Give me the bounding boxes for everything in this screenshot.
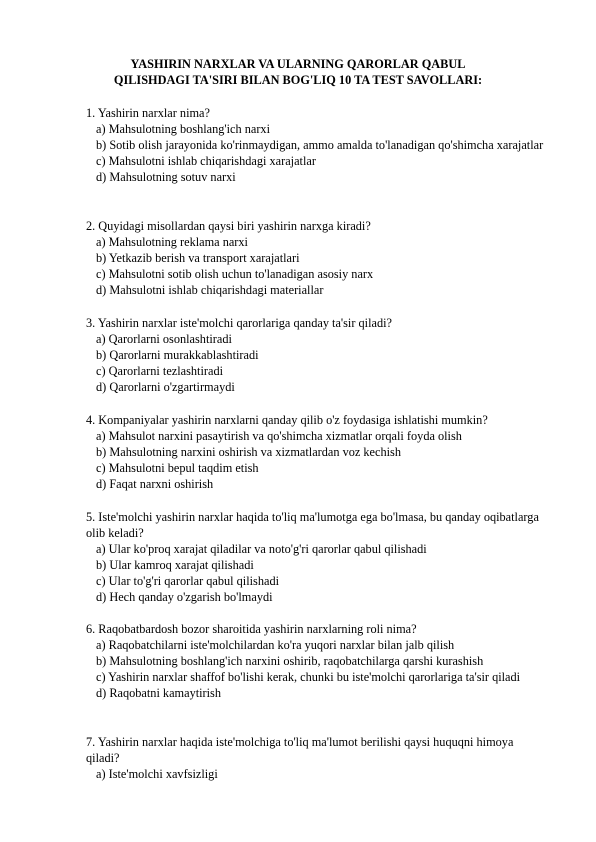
question-5	[86, 509, 546, 605]
answer-option: b) Sotib olish jarayonida ko'rinmaydigan, ammo amalda to'lanadigan qo'shimcha xarajatlar	[96, 138, 544, 152]
answer-option: a) Mahsulotning boshlang'ich narxi	[96, 122, 270, 136]
question-stem: 4. Kompaniyalar yashirin narxlarni qanday qilib o'z foydasiga ishlatishi mumkin?	[86, 413, 488, 427]
answer-option: b) Mahsulotning narxini oshirish va xizmatlardan voz kechish	[96, 445, 401, 459]
title-line-1: YASHIRIN NARXLAR VA ULARNING QARORLAR QABUL	[130, 57, 466, 71]
answer-option: a) Ular ko'proq xarajat qiladilar va noto'g'ri qarorlar qabul qilishadi	[96, 542, 427, 556]
question-stem: 2. Quyidagi misollardan qaysi biri yashirin narxga kiradi?	[86, 219, 371, 233]
question-stem: 1. Yashirin narxlar nima?	[86, 106, 210, 120]
answer-option: c) Ular to'g'ri qarorlar qabul qilishadi	[96, 574, 280, 588]
answer-option: b) Ular kamroq xarajat qilishadi	[96, 558, 254, 572]
question-stem: 6. Raqobatbardosh bozor sharoitida yashirin narxlarning roli nima?	[86, 622, 417, 636]
answer-option: c) Mahsulotni sotib olish uchun to'lanadigan asosiy narx	[96, 267, 374, 281]
answer-option: b) Mahsulotning boshlang'ich narxini oshirib, raqobatchilarga qarshi kurashish	[96, 654, 484, 668]
answer-option: a) Iste'molchi xavfsizligi	[96, 767, 218, 781]
question-4	[86, 412, 546, 492]
answer-option: d) Faqat narxni oshirish	[96, 477, 214, 491]
title-line-2: QILISHDAGI TA'SIRI BILAN BOG'LIQ 10 TA TEST SAVOLLARI:	[113, 73, 483, 87]
answer-option: c) Qarorlarni tezlashtiradi	[96, 364, 224, 378]
question-1	[86, 105, 546, 185]
question-stem: 3. Yashirin narxlar iste'molchi qarorlariga qanday ta'sir qiladi?	[86, 316, 392, 330]
answer-option: d) Hech qanday o'zgarish bo'lmaydi	[96, 590, 273, 604]
answer-option: d) Mahsulotning sotuv narxi	[96, 170, 236, 184]
question-stem: 5. Iste'molchi yashirin narxlar haqida to'liq ma'lumotga ega bo'lmasa, bu qanday oqibatlarga olib keladi?	[86, 510, 539, 540]
document-title	[70, 56, 526, 88]
answer-option: c) Yashirin narxlar shaffof bo'lishi kerak, chunki bu iste'molchi qarorlariga ta'sir qiladi	[96, 670, 521, 684]
answer-option: a) Mahsulot narxini pasaytirish va qo'shimcha xizmatlar orqali foyda olish	[96, 429, 462, 443]
answer-option: a) Mahsulotning reklama narxi	[96, 235, 248, 249]
answer-option: b) Yetkazib berish va transport xarajatlari	[96, 251, 300, 265]
question-3	[86, 315, 546, 395]
answer-option: b) Qarorlarni murakkablashtiradi	[96, 348, 259, 362]
answer-option: c) Mahsulotni bepul taqdim etish	[96, 461, 259, 475]
answer-option: a) Qarorlarni osonlashtiradi	[96, 332, 232, 346]
question-2	[86, 218, 546, 298]
answer-option: d) Raqobatni kamaytirish	[96, 686, 221, 700]
question-7	[86, 734, 546, 782]
answer-option: c) Mahsulotni ishlab chiqarishdagi xarajatlar	[96, 154, 316, 168]
answer-option: a) Raqobatchilarni iste'molchilardan ko'ra yuqori narxlar bilan jalb qilish	[96, 638, 455, 652]
question-6	[86, 621, 546, 701]
answer-option: d) Qarorlarni o'zgartirmaydi	[96, 380, 235, 394]
question-stem: 7. Yashirin narxlar haqida iste'molchiga to'liq ma'lumot berilishi qaysi huquqni himoya qiladi?	[86, 735, 514, 765]
answer-option: d) Mahsulotni ishlab chiqarishdagi materiallar	[96, 283, 324, 297]
